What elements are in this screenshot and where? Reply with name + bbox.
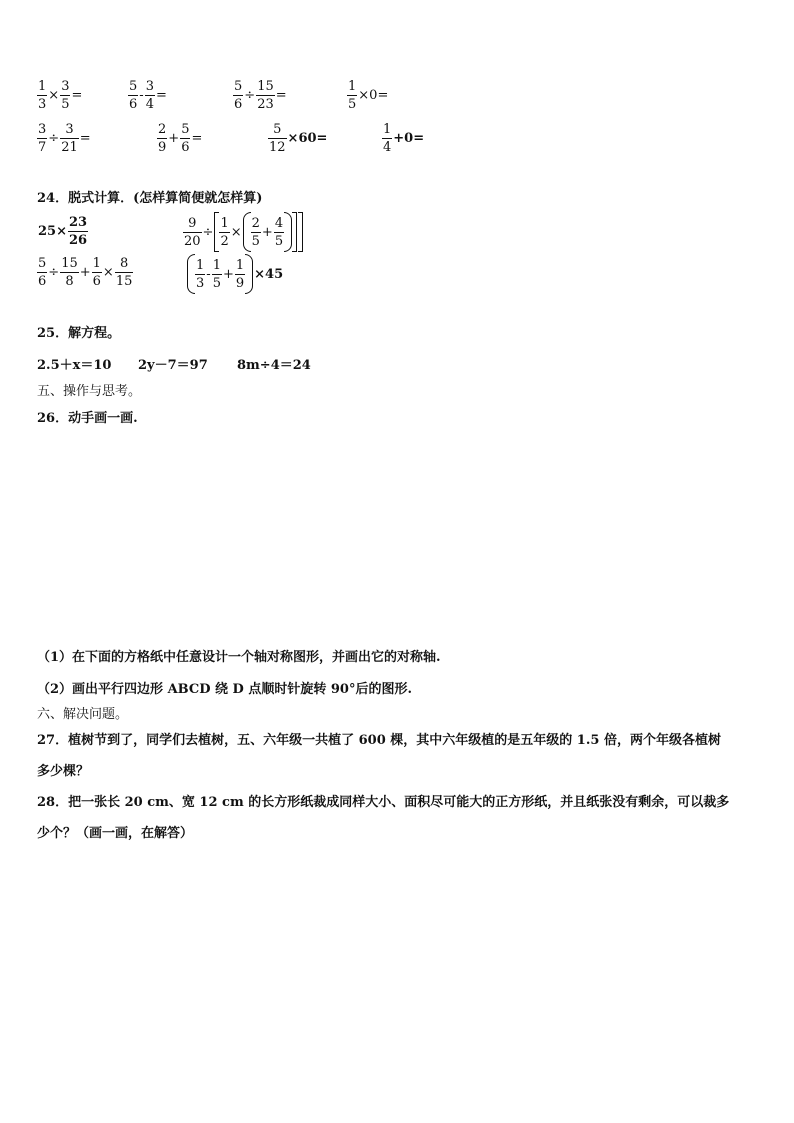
fraction-denominator: 9 (158, 140, 167, 155)
operator: = (191, 131, 203, 146)
calc-row-1-item-3 (233, 78, 288, 113)
fraction (115, 255, 134, 290)
fraction-denominator: 6 (181, 140, 190, 155)
fraction-denominator: 5 (61, 97, 70, 112)
fraction-numerator: 1 (348, 79, 357, 94)
section-5-heading: 五、操作与思考。 (37, 384, 142, 399)
right-square-bracket (292, 212, 297, 252)
fraction (212, 257, 222, 292)
fraction (128, 78, 138, 113)
fraction-numerator: 1 (383, 122, 392, 137)
fraction-denominator: 2 (220, 233, 229, 249)
fraction (347, 78, 357, 113)
fraction-denominator: 5 (348, 97, 357, 112)
fraction-numerator: 5 (181, 122, 190, 137)
fraction-denominator: 23 (257, 97, 274, 112)
fraction-numerator: 1 (220, 215, 229, 231)
left-paren (243, 212, 251, 252)
right-square-bracket-outer (298, 212, 303, 252)
right-paren (284, 212, 292, 252)
fraction-numerator: 9 (183, 215, 202, 233)
fraction-denominator: 12 (269, 140, 286, 155)
fraction-numerator: 3 (60, 121, 79, 139)
fraction (251, 215, 261, 250)
fraction-numerator: 5 (38, 256, 47, 271)
q26-title: 26．动手画一画. (37, 411, 138, 426)
fraction (37, 78, 47, 113)
fraction-numerator: 23 (68, 215, 88, 230)
q27-line-2: 多少棵？ (37, 764, 90, 779)
fraction-denominator: 20 (184, 233, 201, 249)
q25-eq-2: 2y－7＝97 (138, 358, 208, 373)
operator: + (261, 224, 273, 240)
operator: ÷ (48, 265, 60, 280)
fraction-numerator: 8 (115, 255, 134, 273)
fraction-denominator: 21 (61, 140, 78, 155)
fraction-numerator: 1 (92, 256, 101, 271)
operator: 25× (38, 224, 67, 239)
q24-title: 24．脱式计算．(怎样算简便就怎样算) (37, 191, 263, 206)
operator: +0= (393, 131, 425, 146)
fraction-numerator: 5 (268, 121, 287, 139)
fraction (60, 255, 79, 290)
fraction-numerator: 1 (196, 257, 205, 273)
left-paren (187, 254, 195, 294)
calc-row-1-item-4 (347, 78, 389, 113)
q26-part-2: （2）画出平行四边形 ABCD 绕 D 点顺时针旋转 90°后的图形. (37, 682, 413, 697)
operator: = (275, 88, 287, 103)
fraction-numerator: 3 (61, 79, 70, 94)
fraction-denominator: 5 (251, 233, 260, 249)
fraction (183, 215, 202, 250)
fraction-denominator: 9 (235, 275, 245, 291)
q25-eq-3: 8m÷4＝24 (237, 358, 311, 373)
fraction-denominator: 5 (212, 275, 221, 291)
fraction (37, 255, 47, 290)
operator: + (222, 266, 234, 282)
operator: = (71, 88, 83, 103)
fraction-numerator: 15 (61, 256, 78, 271)
calc-row-2-item-4 (382, 121, 425, 156)
fraction-numerator: 1 (212, 257, 221, 273)
operator: ×60= (287, 131, 328, 146)
operator: - (139, 88, 144, 103)
fraction-denominator: 7 (38, 140, 47, 155)
calc-row-2-item-3 (268, 121, 328, 156)
fraction-numerator: 4 (274, 215, 284, 231)
calc-item (37, 79, 83, 112)
q27-line-1: 27．植树节到了，同学们去植树，五、六年级一共植了 600 棵，其中六年级植的是五年级的 1.5 倍，两个年级各植树 (37, 733, 721, 748)
operator: ÷ (244, 88, 256, 103)
fraction-denominator: 6 (92, 274, 101, 289)
q24-expr-4 (187, 254, 284, 294)
fraction (157, 121, 167, 156)
fraction-denominator: 6 (234, 97, 243, 112)
fraction (145, 78, 155, 113)
fraction-denominator: 8 (65, 274, 74, 289)
fraction (219, 215, 229, 250)
fraction-denominator: 26 (68, 233, 88, 248)
operator: ×45 (254, 266, 284, 282)
fraction-numerator: 5 (129, 79, 138, 94)
calc-row-1 (37, 78, 83, 113)
operator: = (79, 131, 91, 146)
fraction-numerator: 1 (235, 257, 245, 273)
q25-title: 25．解方程。 (37, 326, 121, 341)
fraction (233, 78, 243, 113)
fraction (37, 121, 47, 156)
operator: ÷ (48, 131, 60, 146)
fraction (256, 78, 275, 113)
operator: × (230, 224, 242, 240)
q24-expr-2 (183, 212, 303, 252)
fraction-denominator: 15 (115, 274, 133, 289)
fraction (68, 214, 88, 249)
fraction (268, 121, 287, 156)
operator: ÷ (202, 224, 214, 240)
fraction (180, 121, 190, 156)
q28-line-2: 少个？（画一画，在解答） (37, 826, 194, 841)
calc-row-2-item-2 (157, 121, 203, 156)
fraction (60, 78, 70, 113)
fraction-denominator: 3 (38, 97, 47, 112)
q25-eq-1: 2.5＋x＝10 (37, 358, 112, 373)
fraction (382, 121, 392, 156)
fraction (195, 257, 205, 292)
fraction (235, 257, 245, 292)
calc-row-1-item-2 (128, 78, 168, 113)
fraction-denominator: 4 (383, 140, 392, 155)
fraction-denominator: 6 (129, 97, 138, 112)
right-paren (245, 254, 253, 294)
fraction-numerator: 2 (251, 215, 260, 231)
operator: × (48, 88, 60, 103)
fraction (274, 215, 284, 250)
q24-expr-1 (37, 214, 88, 249)
fraction-numerator: 5 (234, 79, 243, 94)
fraction-numerator: 3 (145, 79, 154, 94)
fraction-numerator: 2 (158, 122, 167, 137)
fraction-denominator: 4 (145, 97, 154, 112)
calc-row-2-item-1 (37, 121, 92, 156)
fraction-denominator: 3 (196, 275, 205, 291)
operator: × (102, 265, 114, 280)
fraction (92, 255, 102, 290)
section-6-heading: 六、解决问题。 (37, 707, 129, 722)
operator: = (155, 88, 167, 103)
operator: ×0= (358, 88, 389, 103)
fraction-numerator: 15 (257, 79, 274, 94)
fraction-denominator: 6 (38, 274, 47, 289)
fraction (60, 121, 79, 156)
operator: + (168, 131, 180, 146)
operator: + (79, 265, 91, 280)
q28-line-1: 28．把一张长 20 cm、宽 12 cm 的长方形纸裁成同样大小、面积尽可能大的正方形纸，并且纸张没有剩余，可以裁多 (37, 795, 730, 810)
q24-expr-3 (37, 255, 133, 290)
fraction-numerator: 3 (38, 122, 47, 137)
q26-part-1: （1）在下面的方格纸中任意设计一个轴对称图形，并画出它的对称轴. (37, 650, 441, 665)
fraction-numerator: 1 (38, 79, 47, 94)
fraction-denominator: 5 (274, 233, 284, 249)
operator: - (206, 266, 211, 282)
